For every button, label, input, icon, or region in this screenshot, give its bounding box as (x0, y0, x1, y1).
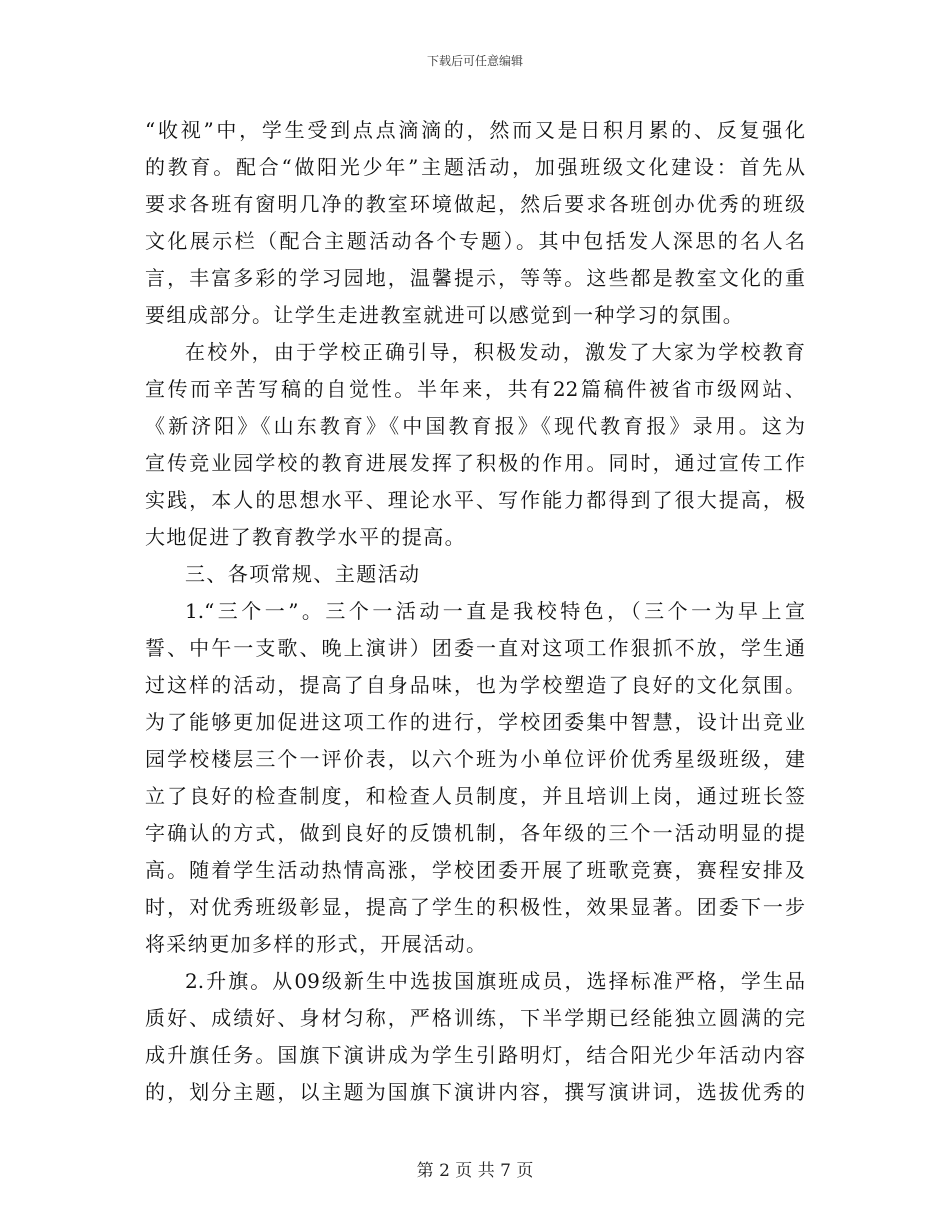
text-line: 要求各班有窗明几净的教室环境做起，然后要求各班创办优秀的班级 (145, 192, 805, 216)
text-line: 园学校楼层三个一评价表，以六个班为小单位评价优秀星级班级，建 (145, 747, 805, 771)
document-body (145, 112, 805, 1111)
text-line: 大地促进了教育教学水平的提高。 (145, 525, 466, 549)
text-line: 的，划分主题，以主题为国旗下演讲内容，撰写演讲词，选拔优秀的 (145, 1080, 805, 1104)
text-line: 要组成部分。让学生走进教室就进可以感觉到一种学习的氛围。 (145, 303, 745, 327)
text-line: 过这样的活动，提高了自身品味，也为学校塑造了良好的文化氛围。 (145, 673, 805, 697)
text-line: 实践，本人的思想水平、理论水平、写作能力都得到了很大提高，极 (145, 488, 805, 512)
text-line: 誓、中午一支歌、晚上演讲）团委一直对这项工作狠抓不放，学生通 (145, 636, 805, 660)
text-line: 文化展示栏（配合主题活动各个专题）。其中包括发人深思的名人名 (145, 229, 805, 253)
text-line: 立了良好的检查制度，和检查人员制度，并且培训上岗，通过班长签 (145, 784, 805, 808)
text-line: 时，对优秀班级彰显，提高了学生的积极性，效果显著。团委下一步 (145, 895, 805, 919)
section-heading: 三、各项常规、主题活动 (185, 562, 421, 586)
text-line: 宣传竞业园学校的教育进展发挥了积极的作用。同时，通过宣传工作 (145, 451, 805, 475)
text-line: 高。随着学生活动热情高涨，学校团委开展了班歌竞赛，赛程安排及 (145, 858, 805, 882)
text-line: 宣传而辛苦写稿的自觉性。半年来，共有22篇稿件被省市级网站、 (145, 377, 805, 401)
page-number: 第 2 页 共 7 页 (416, 1161, 534, 1181)
text-line: “收视”中，学生受到点点滴滴的，然而又是日积月累的、反复强化 (145, 118, 805, 142)
text-line: 的教育。配合“做阳光少年”主题活动，加强班级文化建设：首先从 (145, 155, 805, 179)
text-line: 字确认的方式，做到良好的反馈机制，各年级的三个一活动明显的提 (145, 821, 805, 845)
page-header: 下载后可任意编辑 (426, 54, 523, 68)
text-line: 将采纳更加多样的形式，开展活动。 (145, 932, 488, 956)
text-line: 为了能够更加促进这项工作的进行，学校团委集中智慧，设计出竞业 (145, 710, 805, 734)
text-line: 《新济阳》《山东教育》《中国教育报》《现代教育报》录用。这为 (145, 414, 805, 438)
text-line: 2.升旗。从09级新生中选拔国旗班成员，选择标准严格，学生品 (185, 969, 805, 993)
text-line: 言，丰富多彩的学习园地，温馨提示，等等。这些都是教室文化的重 (145, 266, 805, 290)
text-line: 质好、成绩好、身材匀称，严格训练，下半学期已经能独立圆满的完 (145, 1006, 805, 1030)
text-line: 成升旗任务。国旗下演讲成为学生引路明灯，结合阳光少年活动内容 (145, 1043, 805, 1067)
text-line: 1.“三个一”。三个一活动一直是我校特色，（三个一为早上宣 (185, 599, 805, 623)
text-line: 在校外，由于学校正确引导，积极发动，激发了大家为学校教育 (185, 340, 805, 364)
